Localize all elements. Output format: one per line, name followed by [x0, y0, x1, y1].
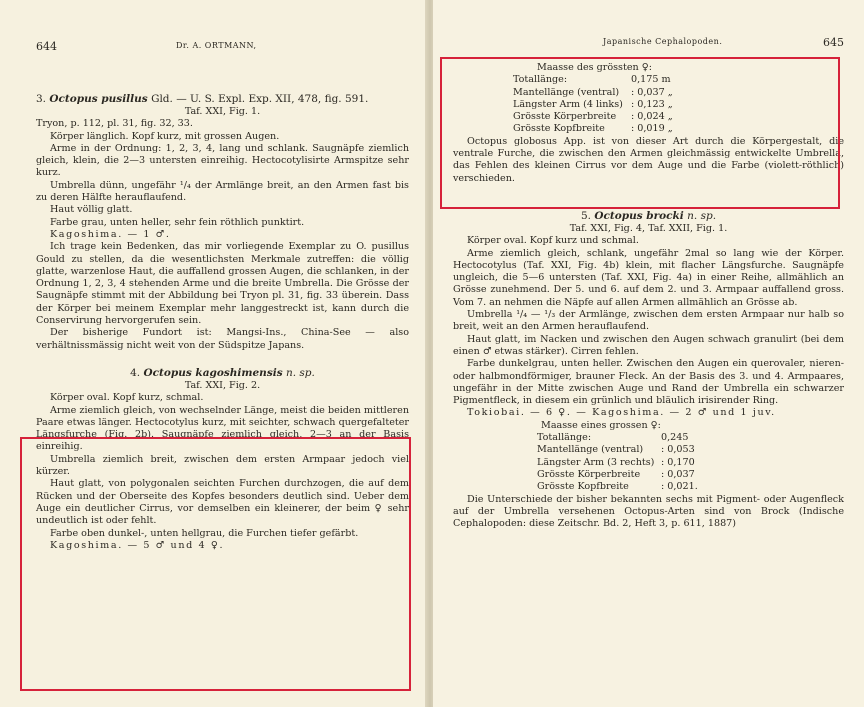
section-5-para-2: Arme ziemlich gleich, schlank, ungefähr 2mal so lang wie der Körper. Hectocotylus (Taf. XXI, Fig. 4b) klein, mit flacher Längsfurche. Saugnäpfe ungleich, die 5—6 untersten (Taf. XXI, Fig. 4a) in einer Reihe, allmählich an Grösse zunehmend. Der 5. und 6. auf dem 2. und 3. Armpaar auffallend gross. Vom 7. an nehmen die Näpfe auf allen Armen allmählich an Grösse ab. — [453, 247, 844, 308]
section-3-locality: Kagoshima. — 1 ♂. — [50, 228, 171, 240]
section-3-para-2: Arme in der Ordnung: 1, 2, 3, 4, lang und schlank. Saugnäpfe ziemlich gleich, klein, die 2—3 untersten einreihig. Hectocotylisirte Armspitze sehr kurz. — [36, 142, 409, 179]
section-3-plate: Taf. XXI, Fig. 1. — [184, 106, 261, 117]
measurement-row — [537, 444, 844, 456]
section-5-para-7: Die Unterschiede der bisher bekannten sechs mit Pigment- oder Augenfleck auf der Umbrella versehenen Octopus-Arten sind von Brock (Indische Cephalopoden: diese Zeitschr. Bd. 2, Heft 3, p. 611, 1887) — [453, 493, 844, 530]
section-4-para-1: Körper oval. Kopf kurz, schmal. — [50, 392, 204, 404]
measurement-row — [513, 123, 844, 135]
page-number-left: 644 — [36, 40, 57, 53]
section-4-para-3: Umbrella ziemlich breit, zwischen dem ersten Armpaar jedoch viel kürzer. — [36, 453, 409, 478]
section-3-para-3: Umbrella dünn, ungefähr ¹/₄ der Armlänge breit, an den Armen fast bis zu deren Hälfte herauflaufend. — [36, 179, 409, 204]
section-4-species: Octopus kagoshimensis — [143, 366, 283, 379]
measurements-heading: Maasse des grössten ♀: — [537, 62, 652, 73]
right-page — [433, 0, 864, 707]
measurement-label: Mantellänge (ventral) — [537, 444, 644, 456]
measurement-value: : 0,053 — [661, 444, 695, 456]
section-5-locality: Tokiobai. — 6 ♀. — Kagoshima. — 2 ♂ und 1 juv. — [467, 407, 776, 419]
measurement-label: Längster Arm (4 links) — [513, 98, 623, 110]
section-4-locality: Kagoshima. — 5 ♂ und 4 ♀. — [50, 539, 225, 551]
section-4-para-2: Arme ziemlich gleich, von wechselnder Länge, meist die beiden mittleren Paare etwas länger. Hectocotylus kurz, mit seichter, schwach quergefalteter Längsfurche (Fig. 2b). Saugnäpfe ziemlich gleich, 2—3 an der Basis einreihig. — [36, 404, 409, 453]
section-3-para-4: Haut völlig glatt. — [50, 204, 133, 216]
running-head-right: Japanische Cephalopoden. — [603, 37, 723, 46]
section-4-title — [36, 366, 409, 380]
right-page-header — [453, 36, 844, 54]
left-page — [0, 0, 427, 707]
measurement-value: 0,175 m — [631, 74, 671, 86]
measurement-value: 0,245 — [661, 432, 689, 444]
measurement-row — [537, 469, 844, 481]
comparison-para: Octopus globosus App. ist von dieser Art durch die Körpergestalt, die ventrale Furche, die zwischen den Armen gleichmässig entwickelte Umbrella, das Fehlen des kleinen Cirrus vor dem Auge und die Farbe (violett-röthlich) verschieden. — [453, 135, 844, 184]
measurement-value: : 0,123 „ — [631, 98, 673, 110]
page-number-right: 645 — [823, 36, 844, 49]
section-5-para-5: Farbe dunkelgrau, unten heller. Zwischen den Augen ein querovaler, nieren- oder halbmondförmiger, brauner Fleck. An der Basis des 3. und 4. Armpaares, ungefähr in der Mitte zwischen Auge und Rand der Umbrella ein schwarzer Pigmentfleck, in diesem ein grünlich und bläulich irisirender Ring. — [453, 358, 844, 407]
section-4-para-5: Farbe oben dunkel-, unten hellgrau, die Furchen tiefer gefärbt. — [50, 527, 359, 539]
section-5-species: Octopus brocki — [594, 209, 684, 222]
measurement-value: : 0,170 — [661, 456, 695, 468]
section-5-plate: Taf. XXI, Fig. 4, Taf. XXII, Fig. 1. — [569, 222, 728, 234]
measurements-table — [513, 74, 844, 135]
section-3-para-7: Ich trage kein Bedenken, das mir vorliegende Exemplar zu O. pusillus Gould zu stellen, da die wesentlichsten Merkmale zutreffen: die völlig glatte, warzenlose Haut, die auffallend grossen Augen, die schlanken, in der Ordnung 1, 2, 3, 4 stehenden Arme und die breite Umbrella. Die Grösse der Saugnäpfe stimmt mit der Abbildung bei Tryon pl. 31, fig. 33 überein. Dass der Körper bei meinem Exemplar mehr langgestreckt ist, kann durch die Conservirung hervorgerufen sein. — [36, 241, 409, 327]
section-4-note: n. sp. — [285, 366, 315, 379]
measurement-value: : 0,037 — [661, 468, 695, 480]
section-5-number: 5. — [580, 209, 591, 222]
section-3-para-1: Körper länglich. Kopf kurz, mit grossen Augen. — [50, 130, 280, 142]
measurement-row — [537, 481, 844, 493]
section-3-number: 3. — [36, 93, 47, 105]
measurement-row — [513, 99, 844, 111]
measurement-value: : 0,019 „ — [631, 123, 673, 135]
measurement-label: Grösste Körperbreite — [513, 111, 617, 123]
measurement-value: : 0,024 „ — [631, 111, 673, 123]
section-5-para-4: Haut glatt, im Nacken und zwischen den Augen schwach granulirt (bei dem einen ♂ etwas stärker). Cirren fehlen. — [453, 333, 844, 357]
section-3-citation: Gld. — U. S. Expl. Exp. XII, 478, fig. 591. — [151, 93, 369, 105]
measurement-label: Mantellänge (ventral) — [513, 86, 620, 98]
left-page-header — [36, 40, 409, 58]
section-3-title — [36, 92, 409, 106]
section-5-note: n. sp. — [687, 209, 717, 222]
measurement-row — [513, 111, 844, 123]
measurement-row — [537, 432, 844, 444]
measurement-row — [513, 87, 844, 99]
measurement-label: Grösste Körperbreite — [537, 468, 641, 480]
measurement-label: Totallänge: — [513, 74, 568, 86]
running-head-left: Dr. A. ORTMANN, — [176, 41, 257, 50]
measurement-row — [513, 74, 844, 86]
section-4-plate: Taf. XXI, Fig. 2. — [184, 379, 261, 391]
measurements-2-table — [537, 432, 844, 493]
section-5-para-3: Umbrella ¹/₄ — ¹/₃ der Armlänge, zwischen dem ersten Armpaar nur halb so breit, weit an den Armen herauflaufend. — [453, 309, 844, 333]
measurement-value: : 0,021. — [661, 481, 698, 493]
measurement-value: : 0,037 „ — [631, 86, 673, 98]
section-5-para-1: Körper oval. Kopf kurz und schmal. — [467, 235, 639, 247]
section-3-para-8: Der bisherige Fundort ist: Mangsi-Ins., China-See — also verhältnissmässig nicht weit von der Südspitze Japans. — [36, 327, 409, 351]
section-3-species: Octopus pusillus — [49, 93, 148, 105]
section-4-number: 4. — [130, 366, 141, 379]
measurement-label: Grösste Kopfbreite — [537, 481, 629, 493]
section-5-title — [453, 209, 844, 223]
measurements-2-heading: Maasse eines grossen ♀: — [541, 419, 661, 431]
section-3-ref: Tryon, p. 112, pl. 31, fig. 32, 33. — [36, 118, 193, 130]
section-4-para-4: Haut glatt, von polygonalen seichten Furchen durchzogen, die auf dem Rücken und der Oberseite des Kopfes besonders deutlich sind. Ueber dem Auge ein deutlicher Cirrus, vor demselben ein kleinerer, der beim ♀ sehr undeutlich ist oder fehlt. — [36, 478, 409, 527]
measurement-row — [537, 457, 844, 469]
section-3-para-5: Farbe grau, unten heller, sehr fein röthlich punktirt. — [50, 216, 305, 228]
measurement-label: Längster Arm (3 rechts) — [537, 456, 655, 468]
measurement-label: Grösste Kopfbreite — [513, 123, 605, 135]
measurement-label: Totallänge: — [537, 432, 592, 444]
